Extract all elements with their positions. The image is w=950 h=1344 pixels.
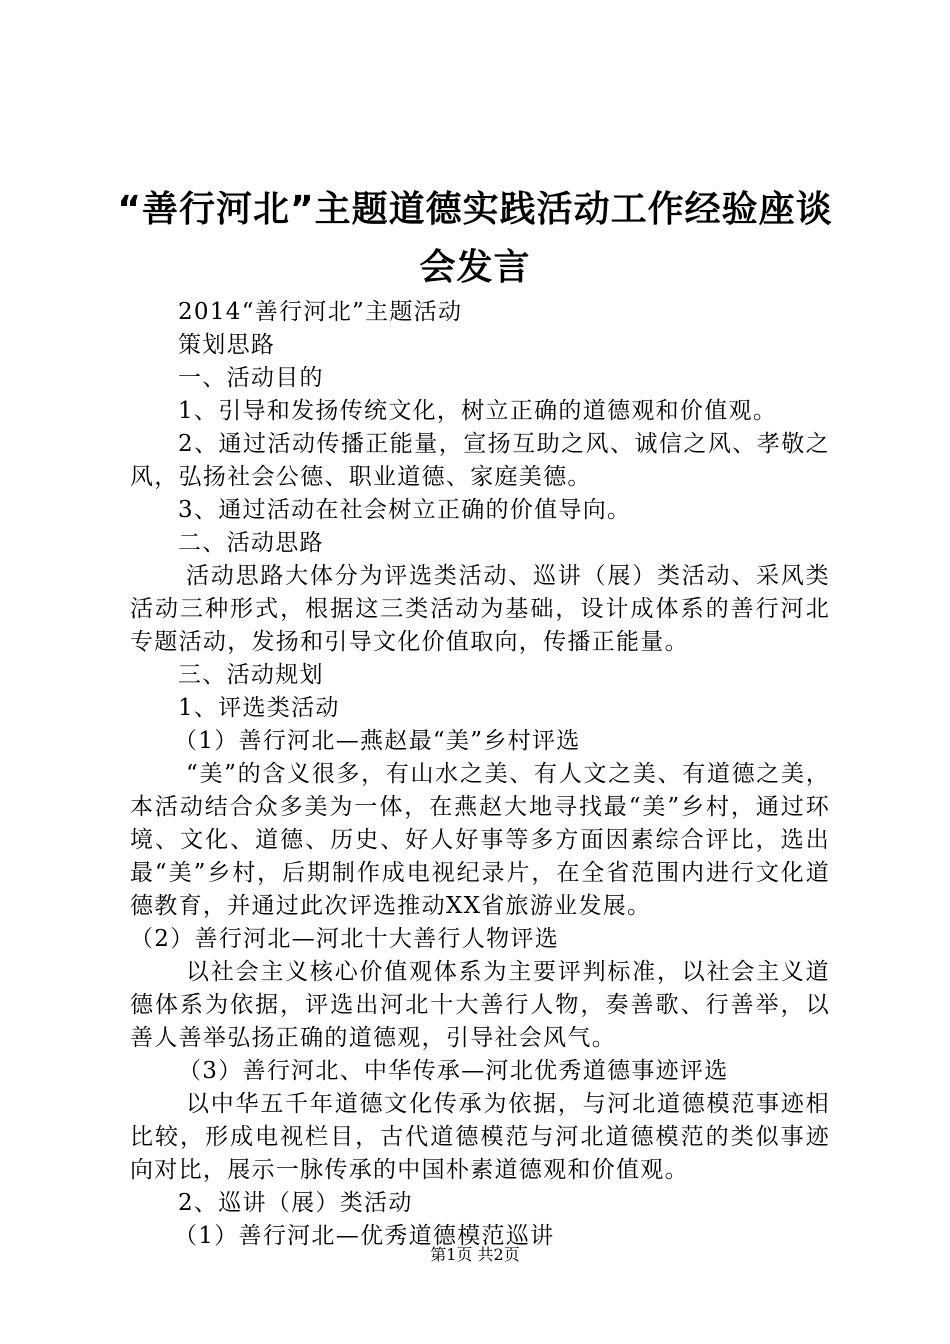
document-title-line-1: “善行河北”主题道德实践活动工作经验座谈 — [117, 189, 833, 230]
paragraph: “美”的含义很多，有山水之美、有人文之美、有道德之美，本活动结合众多美为一体，在燕赵大地寻找最“美”乡村，通过环境、文化、道德、历史、好人好事等多方面因素综合评比，选出最“美”乡村，后期制作成电视纪录片，在全省范围内进行文化道德教育，并通过此次评选推动XX省旅游业发展。 — [130, 761, 830, 919]
paragraph: 以中华五千年道德文化传承为依据，与河北道德模范事迹相比较，形成电视栏目，古代道德模范与河北道德模范的类似事迹向对比，展示一脉传承的中国朴素道德观和价值观。 — [130, 1091, 830, 1183]
paragraph: 活动思路大体分为评选类活动、巡讲（展）类活动、采风类活动三种形式，根据这三类活动为基础，设计成体系的善行河北专题活动，发扬和引导文化价值取向，传播正能量。 — [130, 563, 830, 655]
page-footer: 第1页 共2页 — [430, 1245, 520, 1264]
section-heading: 二、活动思路 — [178, 530, 324, 556]
paragraph: 2、通过活动传播正能量，宣扬互助之风、诚信之风、孝敬之风，弘扬社会公德、职业道德、家庭美德。 — [130, 431, 830, 490]
document-body — [130, 296, 830, 1253]
paragraph: 1、引导和发扬传统文化，树立正确的道德观和价值观。 — [178, 398, 778, 424]
item-heading: （1）善行河北—燕赵最“美”乡村评选 — [174, 728, 581, 754]
document-title-line-2: 会发言 — [419, 247, 531, 288]
item-heading: （1）善行河北—优秀道德模范巡讲 — [174, 1223, 555, 1249]
subsection-heading: 2、巡讲（展）类活动 — [178, 1190, 413, 1216]
paragraph: 以社会主义核心价值观体系为主要评判标准，以社会主义道德体系为依据，评选出河北十大善行人物，奏善歌、行善举，以善人善举弘扬正确的道德观，引导社会风气。 — [130, 959, 830, 1051]
section-heading: 三、活动规划 — [178, 662, 324, 688]
section-heading: 一、活动目的 — [178, 365, 324, 391]
subsection-heading: 1、评选类活动 — [178, 695, 340, 721]
item-heading: （3）善行河北、中华传承—河北优秀道德事迹评选 — [178, 1058, 729, 1084]
paragraph: 2014“善行河北”主题活动 — [178, 299, 463, 325]
item-heading: （2）善行河北—河北十大善行人物评选 — [130, 926, 560, 952]
paragraph: 策划思路 — [178, 332, 276, 358]
paragraph: 3、通过活动在社会树立正确的价值导向。 — [178, 497, 632, 523]
